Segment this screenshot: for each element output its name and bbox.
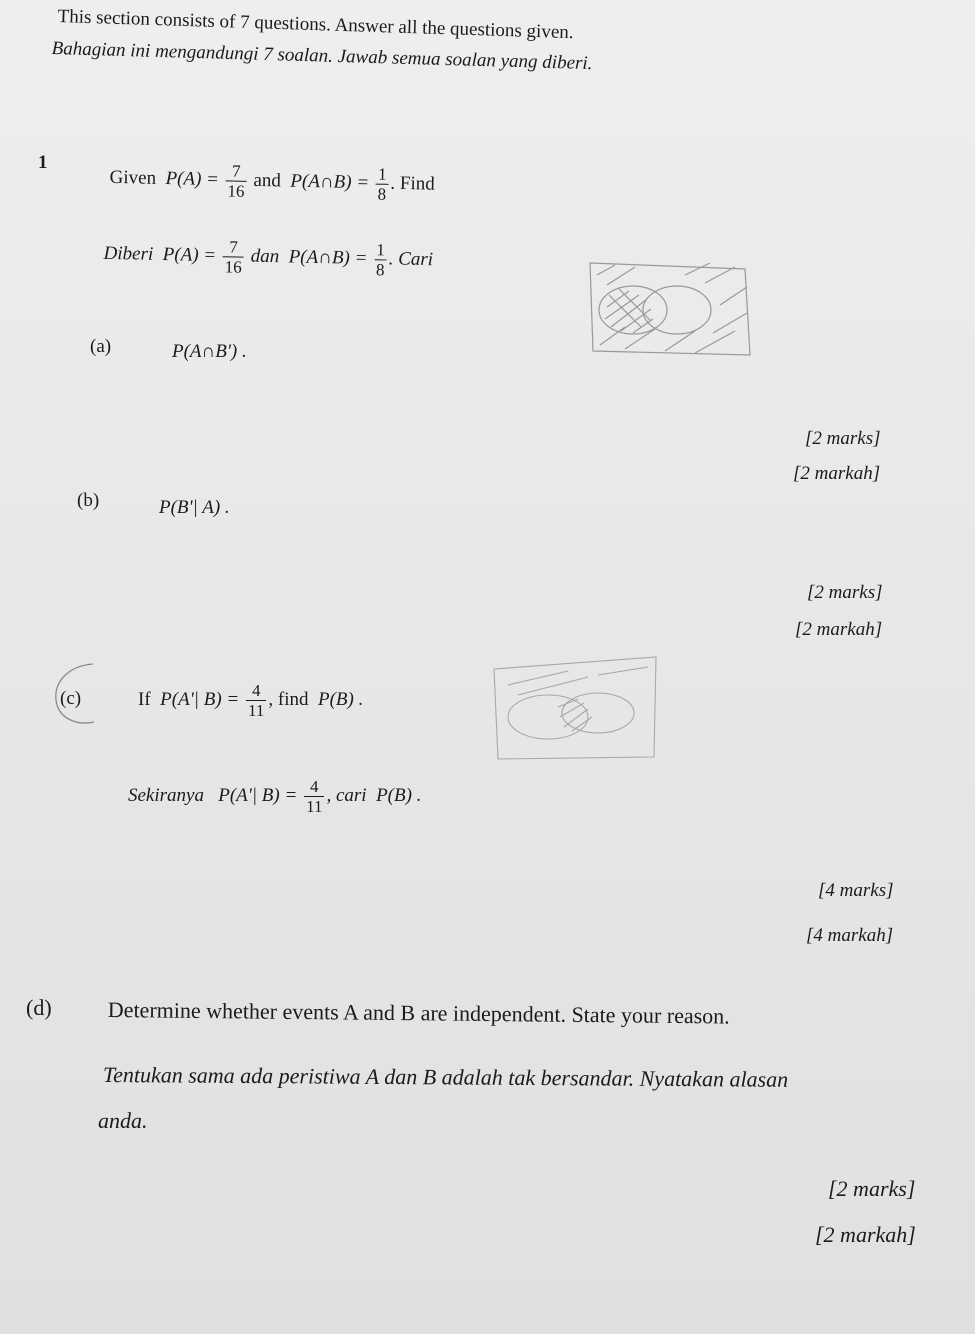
expr-pb: P(B) . bbox=[376, 784, 422, 806]
frac-den: 8 bbox=[377, 184, 387, 204]
expr-pab: P(A∩B) = bbox=[288, 246, 368, 269]
part-c-marks-malay: [4 markah] bbox=[806, 925, 894, 946]
expr-pa-given-b: P(A'| B) = bbox=[160, 688, 240, 710]
part-d-marks-english: [2 marks] bbox=[828, 1176, 916, 1201]
given-english bbox=[109, 160, 435, 204]
expr-pa-given-b: P(A'| B) = bbox=[218, 784, 298, 806]
pencil-venn-sketch-1 bbox=[585, 255, 755, 365]
frac-num: 4 bbox=[246, 682, 266, 701]
part-a-marks-malay: [2 markah] bbox=[793, 463, 881, 484]
given-malay bbox=[103, 236, 433, 279]
if-word: Sekiranya bbox=[128, 784, 204, 806]
given-word: Diberi bbox=[103, 242, 154, 265]
if-word: If bbox=[138, 688, 151, 710]
frac-den: 8 bbox=[375, 260, 385, 280]
fraction-pab bbox=[375, 166, 388, 203]
part-b-label: (b) bbox=[77, 490, 100, 511]
fraction-four-elevenths bbox=[246, 682, 266, 719]
part-d-english: Determine whether events A and B are independent. State your reason. bbox=[107, 997, 730, 1029]
part-c-malay bbox=[128, 778, 421, 815]
part-a-label: (a) bbox=[90, 336, 112, 357]
fraction-pa bbox=[223, 238, 245, 275]
frac-num: 7 bbox=[226, 162, 247, 181]
find-word: . Find bbox=[390, 172, 435, 195]
fraction-pa bbox=[225, 162, 247, 199]
part-c-label: (c) bbox=[60, 688, 82, 709]
part-a-expression: P(A∩B') . bbox=[172, 341, 247, 362]
part-d-label: (d) bbox=[26, 995, 52, 1020]
part-c-english bbox=[138, 682, 363, 719]
intro-english: This section consists of 7 questions. Answer all the questions given. bbox=[57, 6, 574, 44]
part-c-marks-english: [4 marks] bbox=[818, 880, 894, 901]
frac-den: 11 bbox=[306, 797, 323, 816]
question-number: 1 bbox=[38, 152, 48, 173]
pencil-venn-sketch-2 bbox=[488, 655, 663, 765]
part-b-marks-english: [2 marks] bbox=[807, 582, 883, 603]
part-b-marks-malay: [2 markah] bbox=[795, 619, 883, 640]
and-word: dan bbox=[250, 245, 280, 268]
expr-pa: P(A) = bbox=[162, 243, 217, 267]
frac-num: 7 bbox=[223, 238, 244, 257]
part-a-marks-english: [2 marks] bbox=[805, 428, 881, 449]
find-word: , cari bbox=[326, 784, 367, 806]
frac-den: 16 bbox=[224, 257, 242, 277]
intro-malay: Bahagian ini mengandungi 7 soalan. Jawab semua soalan yang diberi. bbox=[51, 38, 593, 75]
part-d-malay-line1: Tentukan sama ada peristiwa A dan B adalah tak bersandar. Nyatakan alasan bbox=[102, 1062, 789, 1092]
frac-num: 4 bbox=[304, 778, 324, 797]
expr-pab: P(A∩B) = bbox=[290, 170, 370, 194]
frac-den: 11 bbox=[248, 701, 265, 720]
frac-den: 16 bbox=[227, 181, 245, 201]
fraction-four-elevenths bbox=[304, 778, 324, 815]
find-word: , find bbox=[268, 688, 309, 710]
part-d-malay-line2: anda. bbox=[98, 1108, 148, 1133]
part-b-expression: P(B'| A) . bbox=[159, 497, 230, 518]
and-word: and bbox=[253, 169, 282, 192]
find-word: . Cari bbox=[388, 248, 434, 271]
frac-num: 1 bbox=[374, 241, 387, 260]
expr-pa: P(A) = bbox=[165, 168, 220, 191]
expr-pb: P(B) . bbox=[317, 688, 364, 710]
frac-num: 1 bbox=[376, 166, 389, 185]
fraction-pab bbox=[374, 241, 387, 278]
part-d-marks-malay: [2 markah] bbox=[815, 1222, 916, 1247]
given-word: Given bbox=[109, 166, 157, 189]
